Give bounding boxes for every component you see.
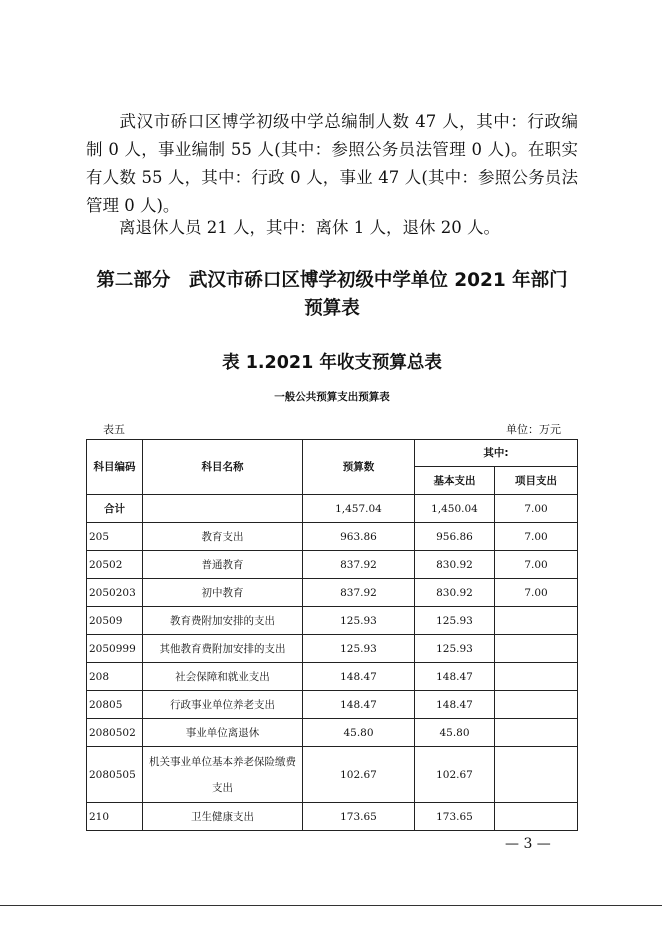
table-row: 20502 普通教育 837.92 830.92 7.00 [87, 551, 578, 579]
header-code: 科目编码 [87, 440, 143, 495]
header-budget: 预算数 [303, 440, 415, 495]
part-title-line1: 第二部分 武汉市硚口区博学初级中学单位 2021 年部门 [96, 270, 568, 291]
table-row: 2080502 事业单位离退休 45.80 45.80 [87, 719, 578, 747]
retirees-text: 离退休人员 21 人，其中：离休 1 人，退休 20 人。 [119, 218, 500, 237]
unit-label: 单位：万元 [506, 423, 561, 436]
header-basic: 基本支出 [415, 467, 495, 495]
total-project: 7.00 [495, 495, 578, 523]
budget-table [86, 439, 578, 831]
retirees-paragraph [86, 214, 578, 242]
total-label: 合计 [87, 495, 143, 523]
total-basic: 1,450.04 [415, 495, 495, 523]
part-title-line2: 预算表 [304, 298, 360, 319]
bottom-divider [0, 905, 662, 906]
header-project: 项目支出 [495, 467, 578, 495]
table-row: 20509 教育费附加安排的支出 125.93 125.93 [87, 607, 578, 635]
table-row: 2050999 其他教育费附加安排的支出 125.93 125.93 [87, 635, 578, 663]
table-row: 20805 行政事业单位养老支出 148.47 148.47 [87, 691, 578, 719]
total-row [87, 495, 578, 523]
staffing-text: 武汉市硚口区博学初级中学总编制人数 47 人，其中：行政编制 0 人，事业编制 55 人(其中：参照公务员法管理 0 人)。在职实有人数 55 人，其中：行政 0 人，事业 47 人(其中：参照公务员法管理 0 人)。 [86, 112, 578, 215]
table-row: 2050203 初中教育 837.92 830.92 7.00 [87, 579, 578, 607]
table-label: 表五 [103, 423, 125, 436]
table-row: 205 教育支出 963.86 956.86 7.00 [87, 523, 578, 551]
header-name: 科目名称 [143, 440, 303, 495]
table-row: 208 社会保障和就业支出 148.47 148.47 [87, 663, 578, 691]
table-title: 表 1.2021 年收支预算总表 [222, 353, 442, 373]
table-row: 210 卫生健康支出 173.65 173.65 [87, 803, 578, 831]
page-number: — 3 — [505, 836, 551, 852]
header-of-which: 其中: [415, 440, 578, 467]
total-budget: 1,457.04 [303, 495, 415, 523]
table-row: 2080505 机关事业单位基本养老保险缴费支出 102.67 102.67 [87, 747, 578, 803]
table-subtitle: 一般公共预算支出预算表 [274, 391, 390, 403]
staffing-paragraph [86, 108, 578, 220]
part-title [86, 267, 578, 323]
